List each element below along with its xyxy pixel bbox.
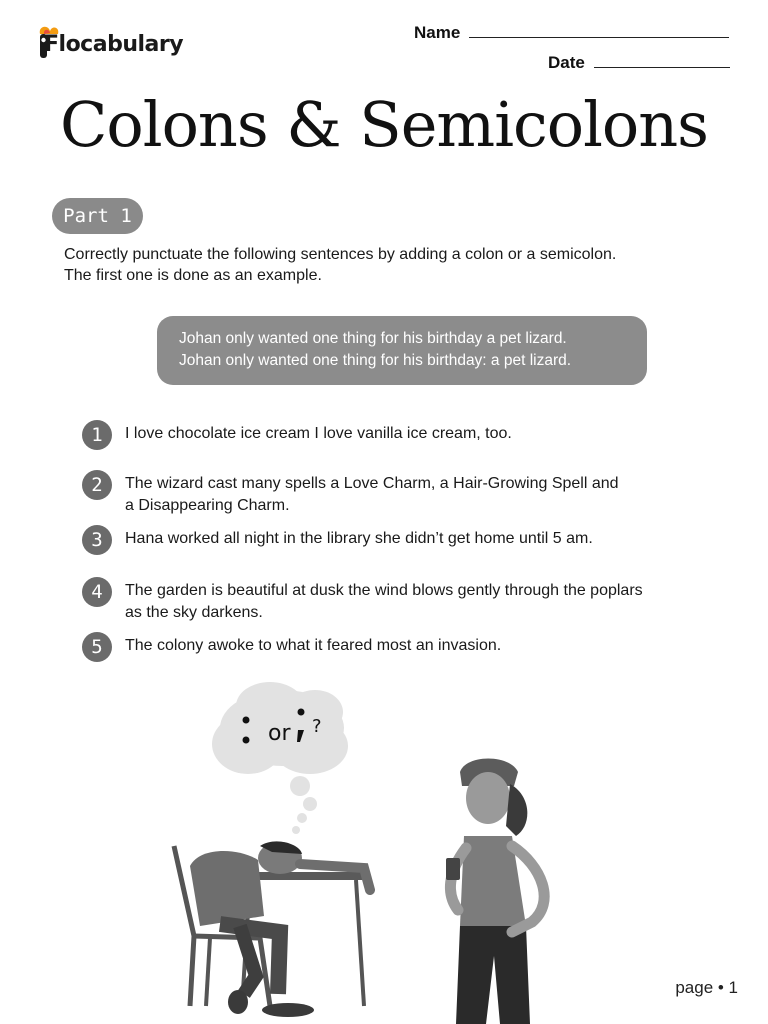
name-field[interactable] (414, 23, 729, 43)
question-text: Hana worked all night in the library she didn’t get home until 5 am. (125, 530, 593, 547)
phone-icon (446, 858, 460, 880)
question-number: 2 (82, 470, 112, 500)
instructions (64, 244, 616, 286)
name-label: Name (414, 23, 461, 42)
thought-or: or (268, 721, 291, 746)
question-text: The wizard cast many spells a Love Charm, a Hair-Growing Spell and a Disappearing Charm. (125, 475, 619, 514)
question-number: 4 (82, 577, 112, 607)
illustration (160, 676, 600, 1024)
page-number: page • 1 (675, 978, 738, 997)
name-line[interactable] (469, 23, 729, 38)
date-line[interactable] (594, 53, 730, 68)
example-original: Johan only wanted one thing for his birthday a pet lizard. (179, 330, 567, 347)
question-text: The colony awoke to what it feared most an invasion. (125, 637, 502, 654)
question-text: I love chocolate ice cream I love vanilla ice cream, too. (125, 425, 512, 442)
date-field[interactable] (548, 53, 730, 73)
question-number: 5 (82, 632, 112, 662)
standing-student (446, 759, 544, 1024)
page-title: Colons & Semicolons (59, 88, 708, 161)
part-label: Part 1 (52, 198, 143, 234)
thought-cloud (212, 682, 348, 834)
sleeping-student (174, 841, 370, 1017)
example-box (157, 316, 647, 385)
example-corrected: Johan only wanted one thing for his birthday: a pet lizard. (179, 352, 572, 369)
question-text: The garden is beautiful at dusk the wind blows gently through the poplars as the sky darkens. (125, 582, 643, 621)
instructions-line: Correctly punctuate the following sentences by adding a colon or a semicolon. (64, 246, 617, 263)
question-number: 3 (82, 525, 112, 555)
question-number: 1 (82, 420, 112, 450)
date-label: Date (548, 53, 585, 72)
thought-question: ? (312, 716, 322, 737)
logo-text: Flocabulary (44, 32, 184, 57)
instructions-line: The first one is done as an example. (64, 267, 322, 284)
